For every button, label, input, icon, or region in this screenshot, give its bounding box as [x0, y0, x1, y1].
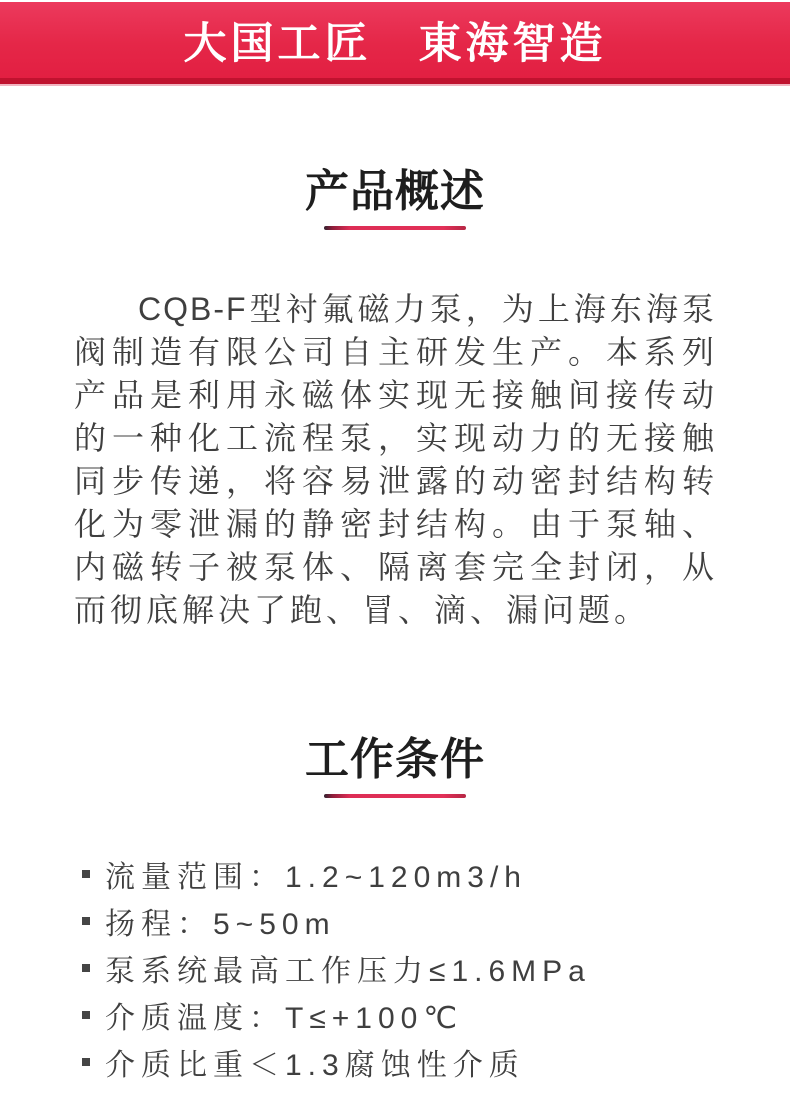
brand-banner — [0, 2, 790, 84]
paragraph-line: 的一种化工流程泵，实现动力的无接触 — [74, 420, 716, 456]
paragraph-line: 化为零泄漏的静密封结构。由于泵轴、 — [74, 506, 716, 542]
bullet-dot-icon — [82, 1058, 90, 1066]
bullet-dot-icon — [82, 1011, 90, 1019]
bullet-dot-icon — [82, 964, 90, 972]
working-conditions-heading: 工作条件 — [305, 735, 485, 784]
condition-list-item — [82, 991, 790, 1038]
condition-list-item — [82, 850, 790, 897]
paragraph-line: 内磁转子被泵体、隔离套完全封闭，从 — [74, 549, 716, 585]
condition-text: 流量范围：1.2~120m3/h — [105, 860, 527, 894]
paragraph-line: 同步传递，将容易泄露的动密封结构转 — [74, 463, 716, 499]
paragraph-line: 而彻底解决了跑、冒、滴、漏问题。 — [74, 592, 651, 628]
banner-title: 大国工匠 東海智造 — [183, 19, 607, 68]
condition-text: 泵系统最高工作压力≤1.6MPa — [105, 954, 591, 988]
condition-list-item — [82, 897, 790, 944]
overview-heading: 产品概述 — [305, 167, 485, 216]
condition-text: 介质温度：T≤+100℃ — [105, 1001, 464, 1035]
overview-heading-underline — [324, 226, 466, 230]
paragraph-line: 产品是利用永磁体实现无接触间接传动 — [74, 377, 716, 413]
condition-text: 介质比重＜1.3腐蚀性介质 — [105, 1048, 525, 1082]
bullet-dot-icon — [82, 917, 90, 925]
paragraph-line: CQB-F型衬氟磁力泵，为上海东海泵 — [138, 291, 716, 327]
working-conditions-section — [0, 736, 790, 1085]
bullet-dot-icon — [82, 870, 90, 878]
product-detail-page — [0, 2, 790, 1085]
overview-paragraph — [74, 288, 716, 632]
working-conditions-heading-underline — [324, 794, 466, 798]
paragraph-line: 阀制造有限公司自主研发生产。本系列 — [74, 334, 716, 370]
condition-text: 扬程：5~50m — [105, 907, 336, 941]
working-conditions-list — [82, 850, 790, 1085]
condition-list-item — [82, 1038, 790, 1085]
condition-list-item — [82, 944, 790, 991]
overview-section — [0, 168, 790, 632]
